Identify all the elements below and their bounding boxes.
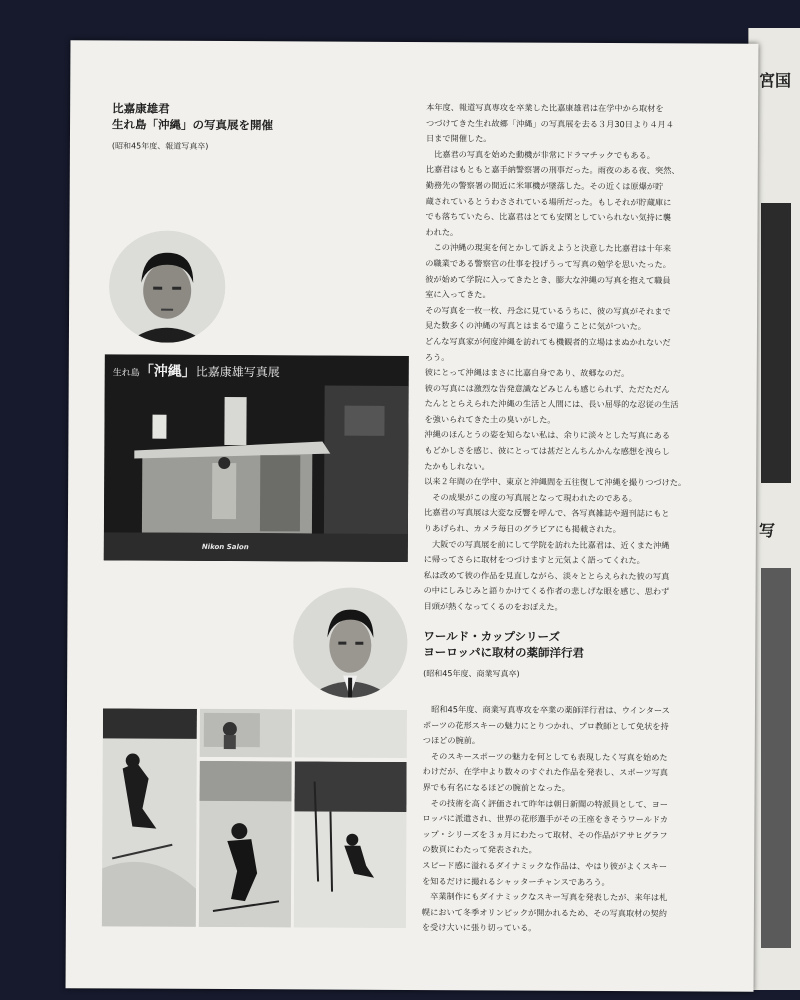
- article1-body-line: もどかしさを感じ、彼にとっては甚だとんちんかんな感想を洩らし: [424, 445, 670, 457]
- article2-body-line: を知るだけに撮れるシャッターチャンスであろう。: [422, 875, 610, 887]
- ski-photo-2: [200, 709, 292, 757]
- article1-body-line: 勤務先の警察署の間近に米軍機が墜落した。その近くは原爆が貯: [425, 180, 664, 192]
- article2-title: ワールド・カップシリーズ ヨーロッパに取材の薬師洋行君: [423, 629, 585, 660]
- article1-body-line: 比嘉君の写真展は大変な反響を呼んで、各写真雑誌や週刊誌にもと: [423, 507, 670, 519]
- adjacent-page-heading: 宮国: [759, 71, 792, 90]
- article1-body-line: 日まで開催した。: [425, 133, 492, 144]
- article2-body-line: ロッパに派遣され、世界の花形選手がその王座をきそうワールドカ: [422, 813, 668, 825]
- article1-body-line: 見た数多くの沖縄の写真とはまるで違うことに気がついた。: [424, 320, 647, 332]
- article1-body-line: を強いられてきた土の臭いがした。: [424, 413, 556, 425]
- article2-subtitle: (昭和45年度、商業写真卒): [423, 669, 520, 679]
- article1-body-line: われた。: [425, 226, 459, 237]
- article2-body-line: を受け大いに張り切っている。: [421, 922, 537, 933]
- article2-body-line: 界でも有名になるほどの腕前となった。: [422, 782, 570, 793]
- article2-body-line: スピード感に溢れるダイナミックな作品は、やはり彼がよくスキー: [422, 859, 668, 872]
- magazine-page: [66, 40, 759, 992]
- poster-okinawa-image: [104, 354, 409, 562]
- article1-body-line: 彼が始めて学院に入ってきたとき、膨大な沖縄の写真を抱えて職員: [425, 273, 671, 285]
- article1-body-line: 比嘉君の写真を始めた動機が非常にドラマチックでもある。: [425, 148, 655, 161]
- article1-body-line: その写真を一枚一枚、丹念に見ているうちに、彼の写真がそれまで: [425, 304, 671, 317]
- article1-body-line: りあげられ、カメラ毎日のグラビアにも掲載された。: [423, 523, 621, 535]
- ski-photo-5: [294, 761, 407, 928]
- adjacent-page-heading-2: 写: [759, 521, 776, 540]
- adjacent-page-photo-2: [761, 568, 791, 948]
- article1-body-line: 蔵されているとうわさされている場所だった。もしそれが貯蔵庫に: [425, 195, 672, 207]
- article1-title: 比嘉康雄君 生れ島「沖縄」の写真展を開催: [112, 101, 274, 133]
- article1-body: [423, 100, 688, 616]
- article2-body-line: つほどの腕前。: [422, 735, 481, 746]
- ski-photo-1: [102, 708, 197, 926]
- article1-body-line: の職業である警察官の仕事を投げうって写真の勉学を思いたった。: [425, 258, 671, 270]
- article1-body-line: この沖縄の現実を何とかして訴えようと決意した比嘉君は十年来: [425, 242, 672, 254]
- article1-body-line: 沖縄のほんとうの姿を知らない私は、余りに淡々とした写真にある: [424, 429, 671, 441]
- article2-body-line: 昭和45年度、商業写真専攻を卒業の薬師洋行君は、ウインタース: [422, 704, 670, 716]
- ski-photo-3: [295, 709, 407, 758]
- article1-subtitle: (昭和45年度、報道写真卒): [111, 141, 209, 151]
- poster-caption: 生れ島「沖縄」比嘉康雄写真展: [112, 363, 280, 380]
- article2-body-line: そのスキースポーツの魅力を何としても表現したく写真を始めた: [422, 750, 668, 763]
- article1-body-line: つづけてきた生れ故郷「沖縄」の写真展を去る３月30日より４月４: [426, 117, 674, 129]
- portrait-higa: [109, 230, 226, 343]
- article2-body-line: の数頁にわたって発表された。: [422, 844, 537, 856]
- article1-body-line: 大阪での写真展を前にして学院を訪れた比嘉君は、近くまた沖縄: [423, 538, 670, 550]
- ski-photo-1-image: [102, 708, 197, 926]
- article1-body-line: 室に入ってきた。: [425, 289, 491, 300]
- article1-body-line: でも落ちていたら、比嘉君はとても安閑としていられない気持に襲: [425, 211, 672, 223]
- article1-body-line: 以来２年間の在学中、東京と沖縄間を五往復して沖縄を撮りつづけた。: [424, 476, 687, 488]
- portrait-yakushi: [293, 587, 408, 698]
- article1-body-line: 私は改めて彼の作品を見直しながら、淡々ととらえられた彼の写真: [423, 569, 670, 582]
- article2-body-line: その技術を高く評価されて昨年は朝日新聞の特派員として、ヨー: [422, 797, 668, 809]
- article2-body-line: ップ・シリーズを３ヵ月にわたって取材、その作品がアサヒグラフ: [422, 828, 668, 841]
- article1-body-line: 比嘉君はもともと嘉手納警察署の刑事だった。雨夜のある夜、突然、: [425, 164, 680, 176]
- adjacent-page-photo: [761, 203, 791, 483]
- article2-body-line: 卒業制作にもダイナミックなスキー写真を発表したが、来年は札: [421, 891, 668, 903]
- article1-body-line: の中にしみじみと語りかけてくる作者の悲しげな眼を感じ、思わず: [423, 585, 670, 597]
- article1-body-line: どんな写真家が何度沖縄を訪れても機観者的立場はまぬかれないだ: [424, 335, 671, 348]
- article1-body-line: 目頭が熱くなってくるのをおぼえた。: [423, 601, 563, 612]
- article1-body-line: たんととらえられた沖縄の生活と人間には、長い屈辱的な忍従の生活: [424, 398, 679, 410]
- ski-photo-4: [199, 761, 292, 927]
- portrait-yakushi-image: [293, 587, 408, 698]
- ski-photo-2-image: [200, 709, 292, 757]
- article2-body-line: わけだが、在学中より数々のすぐれた作品を発表し、スポーツ写真: [422, 766, 668, 778]
- article2-body: [422, 702, 670, 937]
- article1-body-line: その成果がこの度の写真展となって現われたのである。: [424, 491, 638, 504]
- article1-body-line: に帰ってさらに取材をつづけますと元気よく語ってくれた。: [423, 554, 645, 566]
- article2-body-line: 幌において冬季オリンピックが開かれるため、その写真取材の契約: [421, 906, 667, 919]
- poster-okinawa-photo: [104, 354, 409, 562]
- ski-photo-4-image: [199, 761, 292, 927]
- portrait-higa-image: [109, 230, 226, 343]
- ski-photo-5-image: [294, 761, 407, 928]
- article1-body-line: ろう。: [424, 351, 450, 362]
- article1-body-line: 彼にとって沖縄はまさに比嘉自身であり、故郷なのだ。: [424, 367, 630, 379]
- article1-body-line: たかもしれない。: [424, 460, 490, 472]
- article1-body-line: 彼の写真には激烈な告発意識などみじんも感じられず、ただただん: [424, 382, 670, 395]
- article1-body-line: 本年度、報道写真専攻を卒業した比嘉康雄君は在学中から取材を: [426, 102, 664, 114]
- article2-body-line: ポーツの花形スキーの魅力にとりつかれ、プロ教師として免状を持: [422, 719, 669, 731]
- poster-brand: Nikon Salon: [201, 542, 249, 552]
